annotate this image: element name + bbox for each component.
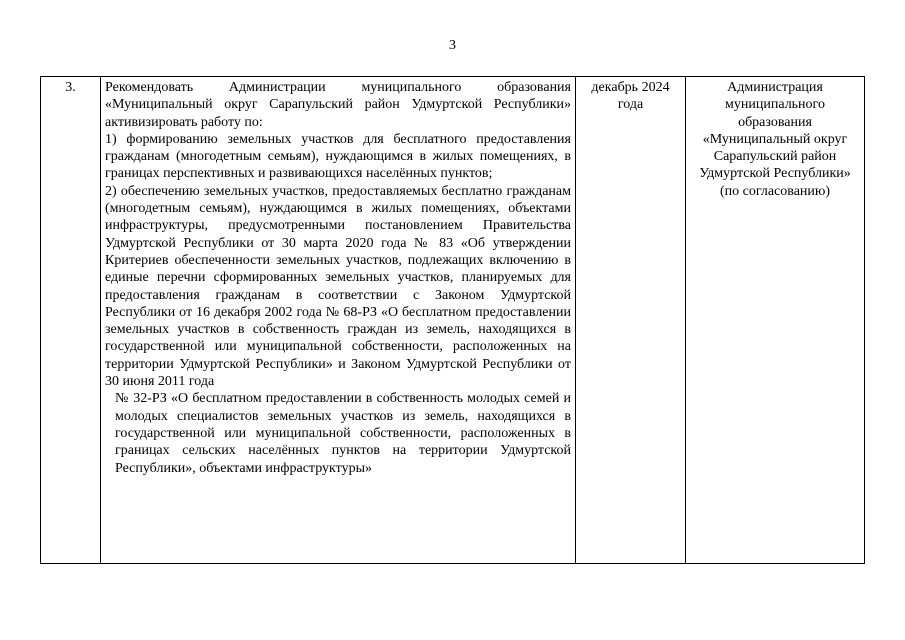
row-number: 3. [41,77,101,564]
measure-item-1: 1) формированию земельных участков для бесплатного предоставления гражданам (многодетным семьям), нуждающимся в жилых помещениях, в границах перспективных и развивающихся населённых пунктов; [105,131,571,182]
measure-item-2-continuation: № 32-РЗ «О бесплатном предоставлении в собственность молодых семей и молодых специалистов земельных участков из земель, находящихся в государственной или муниципальной собственности, расположенных в границах сельских населённых пунктов на территории Удмуртской Республики», объектами инфраструктуры» [115,391,571,476]
measures-table [40,76,865,564]
executor-cell: Администрация муниципального образования «Муниципальный округ Сарапульский район Удмуртской Республики» (по согласованию) [686,77,865,564]
deadline-cell: декабрь 2024 года [576,77,686,564]
table-row [41,77,865,564]
measure-intro: Рекомендовать Администрации муниципального образования «Муниципальный округ Сарапульский район Удмуртской Республики» активизировать работу по: [105,80,571,130]
page-number: 3 [449,38,456,53]
measure-text-cell [101,77,576,564]
measure-item-2: 2) обеспечению земельных участков, предоставляемых бесплатно гражданам (многодетным семьям), нуждающимся в жилых помещениях, объектами инфраструктуры, предусмотренными постановлением Правительства Удмуртской Республики от 30 марта 2020 года № 83 «Об утверждении Критериев обеспеченности земельных участков, подлежащих включению в единые перечни сформированных земельных участков, планируемых для предоставления гражданам в соответствии с Законом Удмуртской Республики от 16 декабря 2002 года № 68-РЗ «О бесплатном предоставлении земельных участков в собственность граждан из земель, находящихся в государственной или муниципальной собственности, расположенных на территории Удмуртской Республики» и Законом Удмуртской Республики от 30 июня 2011 года [105,183,571,390]
